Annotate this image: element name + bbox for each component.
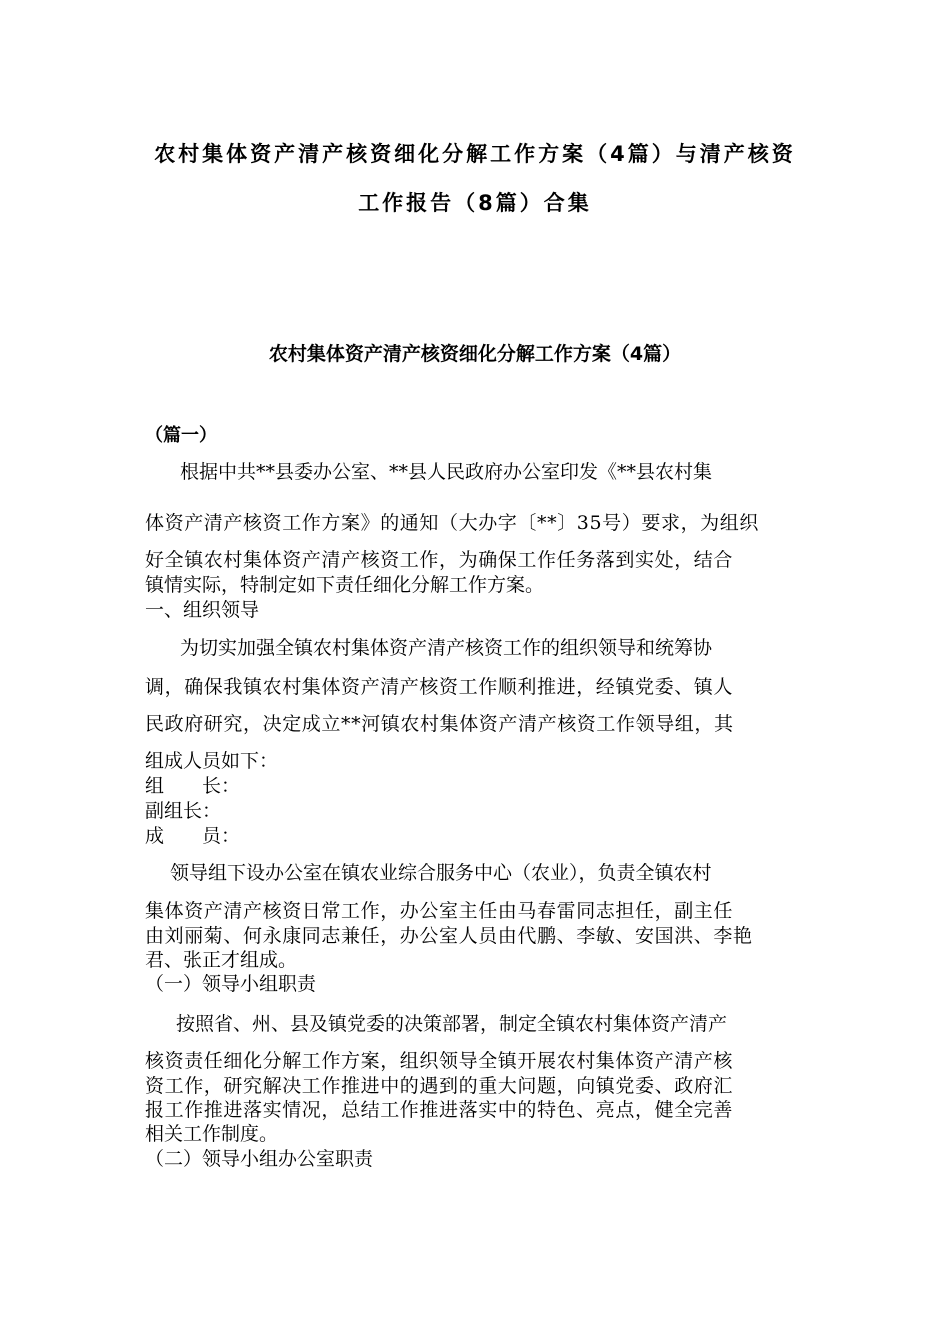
subsection-heading: （一）领导小组职责 bbox=[145, 973, 317, 995]
document-title-line-2: 工作报告（8篇）合集 bbox=[358, 191, 592, 215]
paragraph-line: 相关工作制度。 bbox=[145, 1123, 279, 1145]
paragraph-line: 报工作推进落实情况，总结工作推进落实中的特色、亮点，健全完善 bbox=[145, 1099, 734, 1121]
paragraph-line: 根据中共**县委办公室、**县人民政府办公室印发《**县农村集 bbox=[180, 461, 713, 483]
subsection-heading: （二）领导小组办公室职责 bbox=[145, 1148, 374, 1170]
paragraph-line: 集体资产清产核资日常工作，办公室主任由马春雷同志担任，副主任 bbox=[145, 900, 734, 922]
paragraph-line: 体资产清产核资工作方案》的通知（大办字〔**〕35号）要求，为组织 bbox=[145, 512, 759, 534]
paragraph-line: 好全镇农村集体资产清产核资工作，为确保工作任务落到实处，结合 bbox=[145, 549, 734, 571]
deputy-leader-label: 副组长： bbox=[145, 800, 222, 822]
paragraph-line: 镇情实际，特制定如下责任细化分解工作方案。 bbox=[145, 574, 545, 596]
team-leader-label: 组 长： bbox=[145, 775, 241, 797]
paragraph-line: 领导组下设办公室在镇农业综合服务中心（农业），负责全镇农村 bbox=[170, 862, 712, 884]
section-heading: 一、组织领导 bbox=[145, 599, 260, 621]
section-title: 农村集体资产清产核资细化分解工作方案（4篇） bbox=[268, 343, 682, 365]
document-title-line-1: 农村集体资产清产核资细化分解工作方案（4篇）与清产核资 bbox=[154, 142, 796, 166]
paragraph-line: 按照省、州、县及镇党委的决策部署，制定全镇农村集体资产清产 bbox=[176, 1013, 728, 1035]
paragraph-line: 调，确保我镇农村集体资产清产核资工作顺利推进，经镇党委、镇人 bbox=[145, 676, 734, 698]
paragraph-line: 君、张正才组成。 bbox=[145, 949, 298, 971]
paragraph-line: 组成人员如下： bbox=[145, 750, 279, 772]
paragraph-line: 核资责任细化分解工作方案，组织领导全镇开展农村集体资产清产核 bbox=[145, 1050, 734, 1072]
members-label: 成 员： bbox=[145, 825, 241, 847]
paragraph-line: 由刘丽菊、何永康同志兼任，办公室人员由代鹏、李敏、安国洪、李艳 bbox=[145, 925, 753, 947]
part-label: （篇一） bbox=[145, 425, 217, 446]
paragraph-line: 资工作，研究解决工作推进中的遇到的重大问题，向镇党委、政府汇 bbox=[145, 1075, 734, 1097]
paragraph-line: 为切实加强全镇农村集体资产清产核资工作的组织领导和统筹协 bbox=[180, 637, 713, 659]
paragraph-line: 民政府研究，决定成立**河镇农村集体资产清产核资工作领导组，其 bbox=[145, 713, 734, 735]
